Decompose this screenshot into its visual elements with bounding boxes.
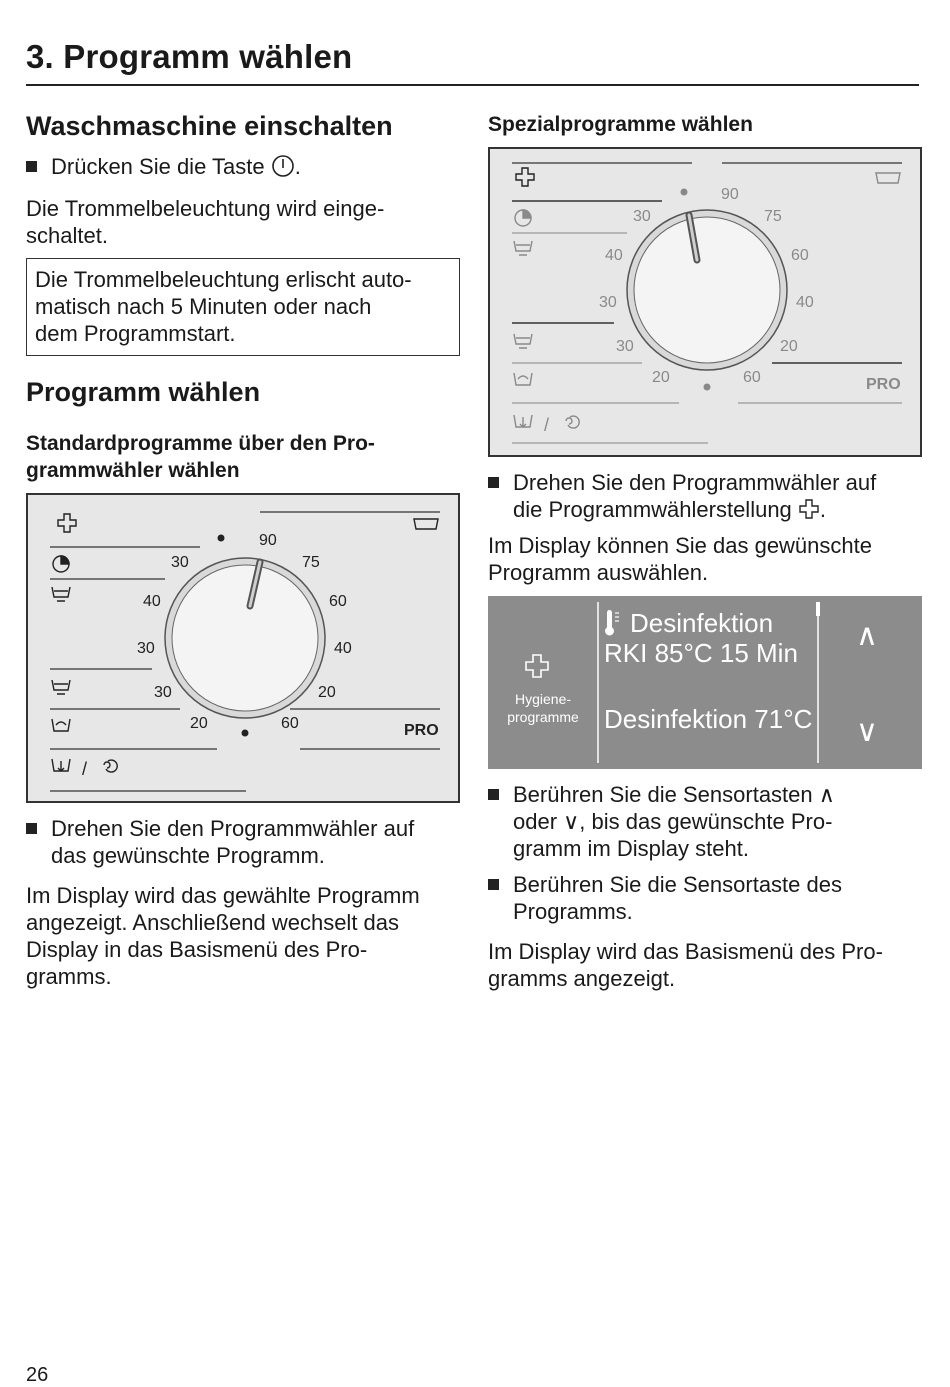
timer-icon (515, 210, 531, 226)
bullet-touch-sensors-line2: oder ∨, bis das gewünschte Pro- (513, 809, 833, 834)
paragraph-basic-menu-line2: gramms angezeigt. (488, 966, 676, 991)
dial-label: 75 (764, 208, 782, 225)
paragraph-display-line1: Im Display wird das gewählte Programm (26, 883, 420, 908)
bullet-touch-program-line2: Programms. (513, 899, 633, 924)
display-item-disinfection-71[interactable]: Desinfektion 71°C (604, 704, 813, 734)
bullet-touch-program-line1: Berühren Sie die Sensortaste des (513, 872, 842, 897)
title-rule (26, 84, 919, 86)
wash-tub-icon-top (876, 173, 900, 183)
dial-label: 20 (652, 369, 670, 386)
subheading-standard-line2: grammwähler wählen (26, 459, 240, 482)
paragraph-display-choose-line1: Im Display können Sie das gewünschte (488, 533, 872, 558)
bullet-touch-sensors-line3: gramm im Display steht. (513, 836, 749, 861)
dial-label: 40 (605, 247, 623, 264)
scroll-up-button[interactable]: ∧ (856, 619, 878, 652)
dial-label: 30 (633, 208, 651, 225)
bullet-turn-to-hygiene-line1: Drehen Sie den Programmwähler auf (513, 470, 877, 495)
note-line2: matisch nach 5 Minuten oder nach (35, 294, 372, 319)
paragraph-display-choose-line2: Programm auswählen. (488, 560, 709, 585)
paragraph-display-line3: Display in das Basismenü des Pro- (26, 937, 368, 962)
bullet-press-power: Drücken Sie die Taste . (51, 154, 301, 179)
dial-label: 20 (190, 715, 208, 732)
paragraph-display-line2: angezeigt. Anschließend wechselt das (26, 910, 400, 935)
hygiene-cross-icon[interactable] (526, 655, 548, 677)
spin-icon (104, 760, 117, 772)
hygiene-cross-icon (516, 168, 534, 186)
dial-label: 20 (318, 684, 336, 701)
bullet-turn-dial-line1: Drehen Sie den Programmwähler auf (51, 816, 415, 841)
dial-label: 30 (137, 640, 155, 657)
drain-icon (514, 415, 532, 427)
control-display (488, 596, 922, 769)
heading-select-program: Programm wählen (26, 377, 261, 407)
dial-label: 30 (616, 338, 634, 355)
dial-label: 40 (796, 294, 814, 311)
hygiene-cross-icon (58, 514, 76, 532)
subheading-standard-line1: Standardprogramme über den Pro- (26, 432, 375, 455)
dial-label: 40 (334, 640, 352, 657)
dial-label: 90 (721, 186, 739, 203)
bullet-marker (488, 879, 499, 890)
wash-tub-icon-top (414, 519, 438, 529)
bullet-marker (488, 477, 499, 488)
dial-label: 60 (791, 247, 809, 264)
bullet-turn-to-hygiene-line2: die Programmwählerstellung . (513, 497, 827, 522)
thermometer-icon (605, 610, 619, 636)
bullet-marker (26, 161, 37, 172)
hand-wash-icon (514, 373, 532, 385)
paragraph-basic-menu-line1: Im Display wird das Basismenü des Pro- (488, 939, 883, 964)
program-dial-panel-special (488, 147, 922, 457)
note-line1: Die Trommelbeleuchtung erlischt auto- (35, 267, 412, 292)
dial-label: 60 (743, 369, 761, 386)
dial-label: 90 (259, 532, 277, 549)
note-line3: dem Programmstart. (35, 321, 236, 346)
dial-label-pro: PRO (404, 722, 439, 739)
program-dial-graphic (28, 495, 462, 805)
note-box (26, 258, 460, 356)
page-number: 26 (26, 1364, 49, 1386)
dial-label-pro: PRO (866, 376, 901, 393)
display-item-disinfection-rki-subtitle[interactable]: RKI 85°C 15 Min (604, 638, 798, 668)
dial-label: 40 (143, 593, 161, 610)
bullet-touch-sensors-line1: Berühren Sie die Sensortasten ∧ (513, 782, 835, 807)
spin-icon (566, 416, 579, 428)
hygiene-programs-label[interactable]: Hygiene- programme (507, 691, 579, 725)
display-item-disinfection-rki-title[interactable]: Desinfektion (630, 608, 774, 638)
power-icon (271, 154, 295, 178)
subheading-special: Spezialprogramme wählen (488, 113, 753, 136)
program-dial-graphic-special (490, 149, 924, 459)
program-dial-panel-standard (26, 493, 460, 803)
bullet-turn-dial-line2: das gewünschte Programm. (51, 843, 325, 868)
dial-label: 30 (599, 294, 617, 311)
hand-wash-icon (52, 719, 70, 731)
svg-text:/: / (82, 759, 88, 779)
dial-label: 75 (302, 554, 320, 571)
drain-icon (52, 759, 70, 771)
timer-icon (53, 556, 69, 572)
page-title: 3. Programm wählen (26, 38, 353, 75)
dial-label: 30 (154, 684, 172, 701)
dial-label: 60 (281, 715, 299, 732)
wash-tub-icon (514, 241, 532, 255)
paragraph-display-line4: gramms. (26, 964, 112, 989)
bullet-marker (26, 823, 37, 834)
wash-tub-icon (514, 334, 532, 348)
wash-tub-icon (52, 587, 70, 601)
hygiene-cross-icon (798, 498, 820, 520)
wash-tub-icon (52, 680, 70, 694)
heading-switch-on: Waschmaschine einschalten (26, 111, 393, 141)
dial-label: 30 (171, 554, 189, 571)
scroll-down-button[interactable]: ∨ (856, 715, 878, 748)
svg-text:/: / (544, 415, 550, 435)
paragraph-drum-light-line1: Die Trommelbeleuchtung wird einge- (26, 196, 385, 221)
bullet-marker (488, 789, 499, 800)
dial-label: 60 (329, 593, 347, 610)
paragraph-drum-light-line2: schaltet. (26, 223, 108, 248)
dial-label: 20 (780, 338, 798, 355)
